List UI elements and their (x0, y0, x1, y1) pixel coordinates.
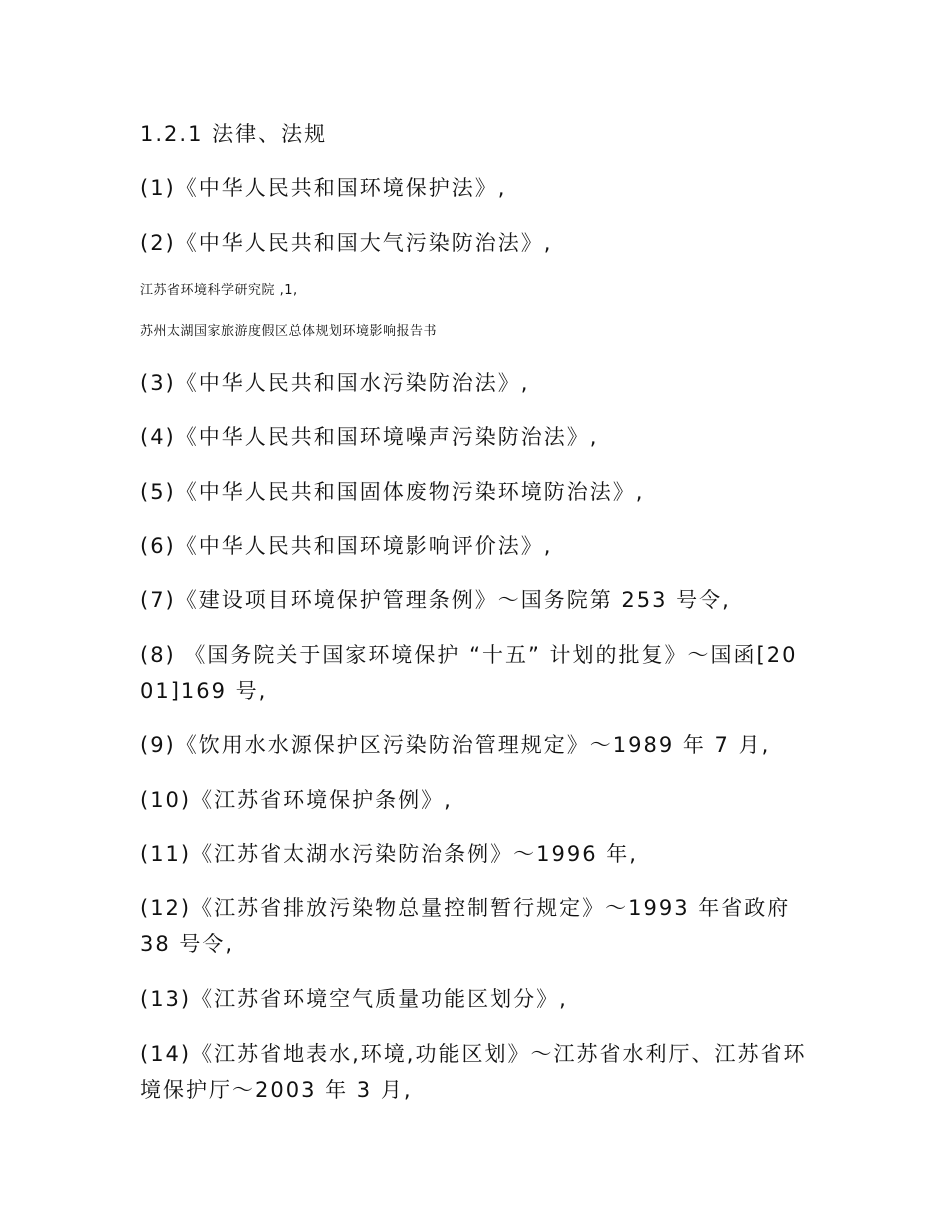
list-item-1: (1)《中华人民共和国环境保护法》, (140, 176, 507, 200)
list-item-13: (13)《江苏省环境空气质量功能区划分》, (140, 987, 568, 1011)
page-header-institute: 江苏省环境科学研究院 ,1, (140, 283, 298, 298)
list-item-12: (12)《江苏省排放污染物总量控制暂行规定》～1993 年省政府 38 号令, (140, 896, 791, 956)
list-item-6: (6)《中华人民共和国环境影响评价法》, (140, 534, 553, 558)
list-item-10: (10)《江苏省环境保护条例》, (140, 788, 453, 812)
list-item-5: (5)《中华人民共和国固体废物污染环境防治法》, (140, 480, 645, 504)
list-item-9: (9)《饮用水水源保护区污染防治管理规定》～1989 年 7 月, (140, 733, 771, 757)
list-item-4: (4)《中华人民共和国环境噪声污染防治法》, (140, 425, 599, 449)
list-item-7: (7)《建设项目环境保护管理条例》～国务院第 253 号令, (140, 588, 731, 612)
list-item-11: (11)《江苏省太湖水污染防治条例》～1996 年, (140, 842, 638, 866)
list-item-2: (2)《中华人民共和国大气污染防治法》, (140, 231, 553, 255)
list-item-3: (3)《中华人民共和国水污染防治法》, (140, 371, 530, 395)
list-item-14: (14)《江苏省地表水,环境,功能区划》～江苏省水利厅、江苏省环境保护厅～2003 年 3 月, (140, 1042, 807, 1102)
list-item-8: (8) 《国务院关于国家环境保护 “十五” 计划的批复》～国函[2001]169 号, (140, 643, 798, 703)
page-header-report-title: 苏州太湖国家旅游度假区总体规划环境影响报告书 (140, 324, 438, 339)
section-title: 1.2.1 法律、法规 (140, 122, 328, 146)
